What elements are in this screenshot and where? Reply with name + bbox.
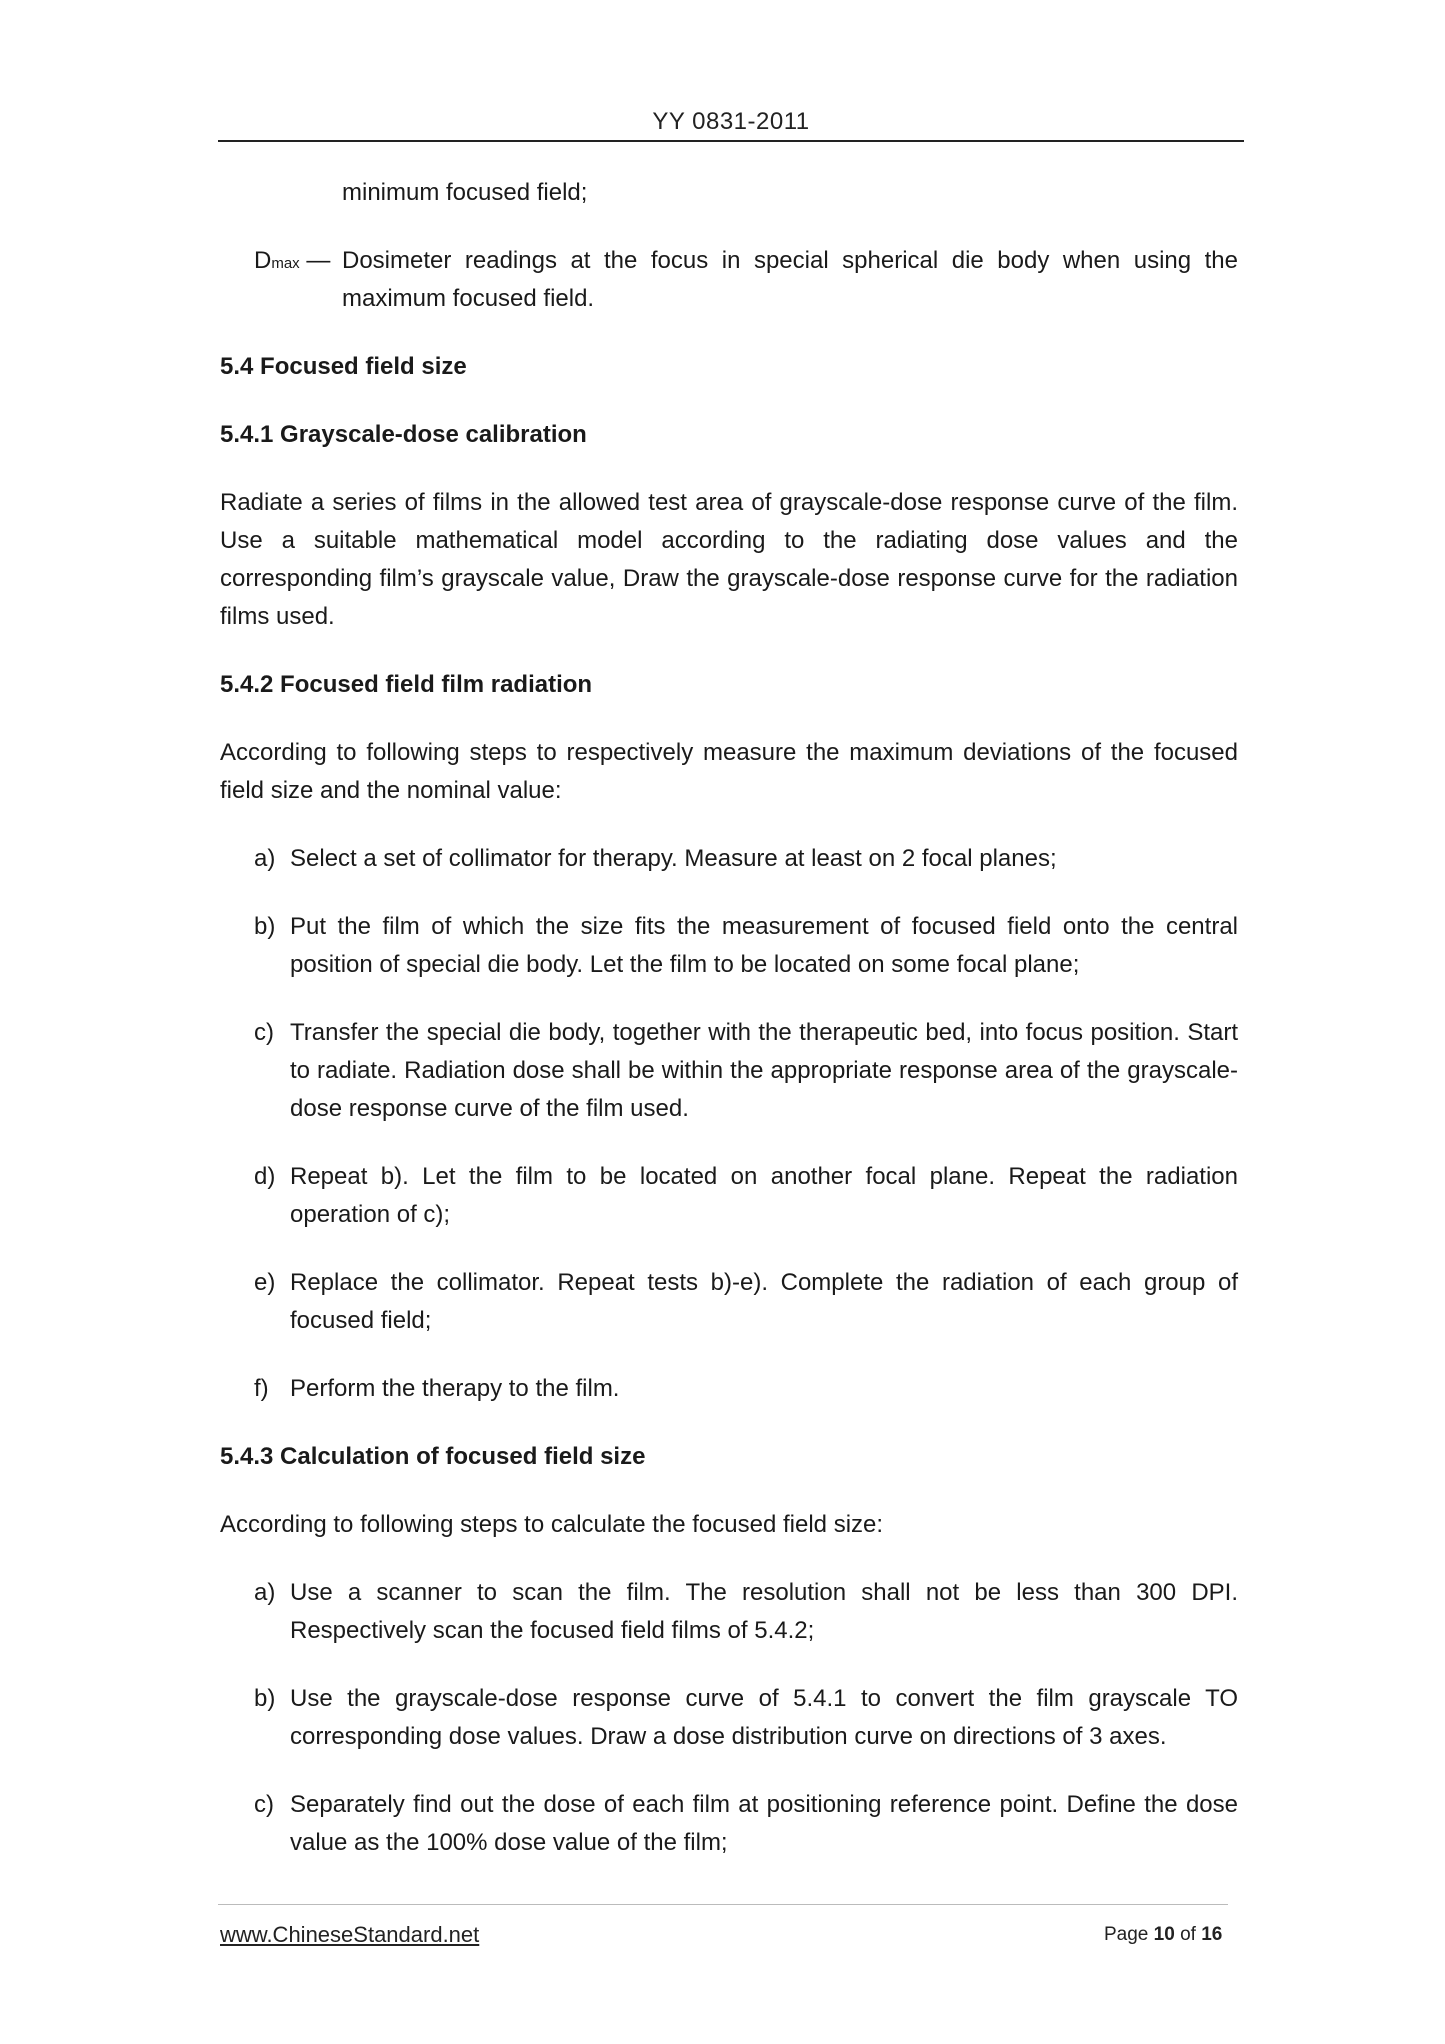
list-item: b) Use the grayscale-dose response curve of 5.4.1 to convert the film grayscale TO corresponding dose values. Draw a dose distribution curve on directions of 3 axes. (254, 1685, 1238, 1750)
list-item: c) Transfer the special die body, together with the therapeutic bed, into focus position. Start to radiate. Radiation dose shall be within the appropriate response area of the grayscale-dose response curve of the film used. (254, 1019, 1238, 1122)
list-item: a) Use a scanner to scan the film. The resolution shall not be less than 300 DPI. Respectively scan the focused field films of 5.4.2; (254, 1579, 1238, 1644)
section-5-4-2-heading: 5.4.2 Focused field film radiation (220, 671, 593, 698)
list-item: b) Put the film of which the size fits the measurement of focused field onto the central position of special die body. Let the film to be located on some focal plane; (254, 913, 1238, 978)
page-header (218, 102, 1244, 142)
section-5-4-3-heading: 5.4.3 Calculation of focused field size (220, 1443, 646, 1470)
page-content (220, 174, 1238, 1862)
section-5-4-2-intro: According to following steps to respectively measure the maximum deviations of the focused field size and the nominal value: (220, 739, 1238, 804)
section-5-4-1-paragraph: Radiate a series of films in the allowed test area of grayscale-dose response curve of the film. Use a suitable mathematical model according to the radiating dose values and the corresponding film’s grayscale value, Draw the grayscale-dose response curve for the radiation films used. (220, 489, 1238, 630)
dmax-text: Dosimeter readings at the focus in special spherical die body when using the maximum focused field. (342, 247, 1238, 312)
standard-code: YY 0831-2011 (652, 108, 810, 135)
continuation-line: minimum focused field; (342, 179, 588, 206)
dmax-definition (220, 242, 1238, 318)
dmax-term: Dmax — (254, 247, 331, 274)
section-5-4-heading: 5.4 Focused field size (220, 353, 467, 380)
list-item: d) Repeat b). Let the film to be located on another focal plane. Repeat the radiation operation of c); (254, 1163, 1238, 1228)
section-5-4-3-intro: According to following steps to calculate the focused field size: (220, 1511, 884, 1538)
website-link[interactable]: www.ChineseStandard.net (220, 1922, 480, 1947)
section-5-4-1-heading: 5.4.1 Grayscale-dose calibration (220, 421, 587, 448)
page-number: Page 10 of 16 (1104, 1924, 1223, 1945)
list-item: f) Perform the therapy to the film. (254, 1375, 620, 1402)
list-item: c) Separately find out the dose of each film at positioning reference point. Define the dose value as the 100% dose value of the film; (254, 1791, 1238, 1856)
list-item: e) Replace the collimator. Repeat tests b)-e). Complete the radiation of each group of focused field; (254, 1269, 1238, 1334)
list-item: a) Select a set of collimator for therapy. Measure at least on 2 focal planes; (254, 845, 1057, 872)
footer-divider (218, 1904, 1228, 1905)
